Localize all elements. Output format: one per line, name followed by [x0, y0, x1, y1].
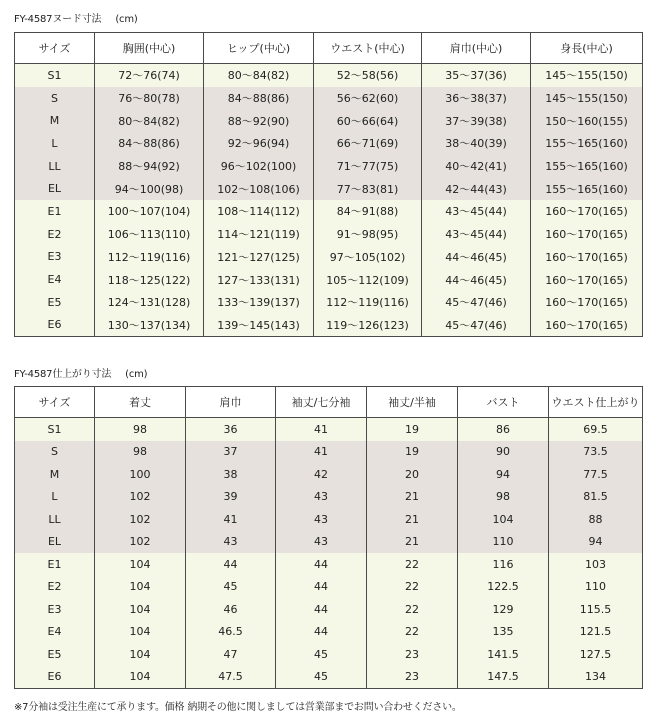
value-cell: 104 [95, 576, 186, 599]
value-cell: 103 [549, 553, 643, 576]
value-cell: 110 [549, 576, 643, 599]
column-header: 身長(中心) [531, 33, 643, 64]
value-cell: 77～83(81) [314, 177, 422, 200]
table-row [15, 576, 643, 599]
value-cell: 44～46(45) [422, 268, 531, 291]
value-cell: 44 [276, 598, 367, 621]
value-cell: 121.5 [549, 621, 643, 644]
value-cell: 77.5 [549, 463, 643, 486]
value-cell: 97～105(102) [314, 246, 422, 269]
value-cell: 71～77(75) [314, 155, 422, 178]
value-cell: 104 [95, 621, 186, 644]
value-cell: 110 [458, 531, 549, 554]
size-label-cell: E6 [15, 666, 95, 689]
table-row [15, 268, 643, 291]
value-cell: 72～76(74) [95, 64, 204, 87]
value-cell: 112～119(116) [314, 291, 422, 314]
value-cell: 84～88(86) [204, 87, 314, 110]
value-cell: 37～39(38) [422, 109, 531, 132]
value-cell: 81.5 [549, 486, 643, 509]
size-label-cell: M [15, 109, 95, 132]
column-header: サイズ [15, 33, 95, 64]
table-row [15, 223, 643, 246]
value-cell: 73.5 [549, 441, 643, 464]
value-cell: 98 [95, 418, 186, 441]
value-cell: 104 [95, 666, 186, 689]
value-cell: 127～133(131) [204, 268, 314, 291]
value-cell: 115.5 [549, 598, 643, 621]
value-cell: 43 [276, 531, 367, 554]
table-row [15, 109, 643, 132]
size-label-cell: S1 [15, 64, 95, 87]
table-row [15, 441, 643, 464]
value-cell: 52～58(56) [314, 64, 422, 87]
value-cell: 102 [95, 486, 186, 509]
value-cell: 130～137(134) [95, 314, 204, 337]
column-header: 肩巾(中心) [422, 33, 531, 64]
value-cell: 88 [549, 508, 643, 531]
value-cell: 124～131(128) [95, 291, 204, 314]
size-label-cell: E6 [15, 314, 95, 337]
value-cell: 42～44(43) [422, 177, 531, 200]
value-cell: 100～107(104) [95, 200, 204, 223]
value-cell: 44 [276, 553, 367, 576]
value-cell: 43 [276, 486, 367, 509]
table-header-row [15, 387, 643, 418]
value-cell: 45 [276, 666, 367, 689]
value-cell: 160～170(165) [531, 223, 643, 246]
column-header: ヒップ(中心) [204, 33, 314, 64]
size-label-cell: E1 [15, 553, 95, 576]
value-cell: 147.5 [458, 666, 549, 689]
value-cell: 44～46(45) [422, 246, 531, 269]
value-cell: 150～160(155) [531, 109, 643, 132]
value-cell: 94 [458, 463, 549, 486]
value-cell: 56～62(60) [314, 87, 422, 110]
value-cell: 105～112(109) [314, 268, 422, 291]
value-cell: 114～121(119) [204, 223, 314, 246]
value-cell: 21 [367, 508, 458, 531]
value-cell: 19 [367, 418, 458, 441]
value-cell: 84～88(86) [95, 132, 204, 155]
value-cell: 104 [458, 508, 549, 531]
size-label-cell: E4 [15, 268, 95, 291]
nude-size-title: FY-4587ヌード寸法 [14, 14, 102, 25]
value-cell: 92～96(94) [204, 132, 314, 155]
value-cell: 100 [95, 463, 186, 486]
value-cell: 44 [276, 621, 367, 644]
value-cell: 43～45(44) [422, 200, 531, 223]
value-cell: 94～100(98) [95, 177, 204, 200]
value-cell: 60～66(64) [314, 109, 422, 132]
table-row [15, 132, 643, 155]
value-cell: 76～80(78) [95, 87, 204, 110]
value-cell: 39 [186, 486, 276, 509]
size-label-cell: E3 [15, 598, 95, 621]
size-label-cell: S1 [15, 418, 95, 441]
value-cell: 118～125(122) [95, 268, 204, 291]
value-cell: 88～92(90) [204, 109, 314, 132]
value-cell: 40～42(41) [422, 155, 531, 178]
value-cell: 135 [458, 621, 549, 644]
value-cell: 122.5 [458, 576, 549, 599]
value-cell: 43～45(44) [422, 223, 531, 246]
value-cell: 42 [276, 463, 367, 486]
value-cell: 91～98(95) [314, 223, 422, 246]
value-cell: 155～165(160) [531, 155, 643, 178]
table-row [15, 418, 643, 441]
column-header: 胸囲(中心) [95, 33, 204, 64]
value-cell: 21 [367, 486, 458, 509]
value-cell: 19 [367, 441, 458, 464]
value-cell: 45 [276, 643, 367, 666]
finished-size-title: FY-4587仕上がり寸法 [14, 369, 112, 380]
column-header: ウエスト仕上がり [549, 387, 643, 418]
value-cell: 35～37(36) [422, 64, 531, 87]
nude-size-table [14, 32, 643, 337]
value-cell: 104 [95, 643, 186, 666]
value-cell: 133～139(137) [204, 291, 314, 314]
value-cell: 45～47(46) [422, 314, 531, 337]
value-cell: 22 [367, 621, 458, 644]
size-label-cell: E4 [15, 621, 95, 644]
size-label-cell: M [15, 463, 95, 486]
table-row [15, 291, 643, 314]
value-cell: 22 [367, 576, 458, 599]
finished-size-caption [14, 365, 147, 380]
table-row [15, 666, 643, 689]
value-cell: 98 [458, 486, 549, 509]
nude-size-unit: (cm) [115, 14, 138, 25]
value-cell: 90 [458, 441, 549, 464]
finished-size-table [14, 386, 643, 689]
value-cell: 69.5 [549, 418, 643, 441]
value-cell: 155～165(160) [531, 132, 643, 155]
value-cell: 134 [549, 666, 643, 689]
size-label-cell: L [15, 132, 95, 155]
size-label-cell: E2 [15, 223, 95, 246]
value-cell: 22 [367, 553, 458, 576]
size-label-cell: E5 [15, 291, 95, 314]
value-cell: 41 [186, 508, 276, 531]
value-cell: 23 [367, 666, 458, 689]
value-cell: 41 [276, 441, 367, 464]
value-cell: 36 [186, 418, 276, 441]
value-cell: 127.5 [549, 643, 643, 666]
value-cell: 20 [367, 463, 458, 486]
size-label-cell: EL [15, 177, 95, 200]
size-label-cell: E2 [15, 576, 95, 599]
value-cell: 102 [95, 508, 186, 531]
value-cell: 44 [276, 576, 367, 599]
column-header: バスト [458, 387, 549, 418]
value-cell: 43 [276, 508, 367, 531]
table-row [15, 64, 643, 87]
value-cell: 88～94(92) [95, 155, 204, 178]
table-row [15, 155, 643, 178]
value-cell: 104 [95, 553, 186, 576]
size-label-cell: LL [15, 508, 95, 531]
value-cell: 160～170(165) [531, 268, 643, 291]
value-cell: 141.5 [458, 643, 549, 666]
value-cell: 160～170(165) [531, 200, 643, 223]
value-cell: 47.5 [186, 666, 276, 689]
value-cell: 121～127(125) [204, 246, 314, 269]
table-row [15, 463, 643, 486]
value-cell: 44 [186, 553, 276, 576]
finished-size-unit: (cm) [125, 369, 148, 380]
value-cell: 155～165(160) [531, 177, 643, 200]
size-label-cell: S [15, 441, 95, 464]
value-cell: 21 [367, 531, 458, 554]
value-cell: 47 [186, 643, 276, 666]
value-cell: 119～126(123) [314, 314, 422, 337]
size-label-cell: E3 [15, 246, 95, 269]
value-cell: 96～102(100) [204, 155, 314, 178]
nude-size-caption [14, 10, 138, 25]
column-header: 肩巾 [186, 387, 276, 418]
size-label-cell: LL [15, 155, 95, 178]
value-cell: 36～38(37) [422, 87, 531, 110]
table-row [15, 531, 643, 554]
value-cell: 116 [458, 553, 549, 576]
value-cell: 80～84(82) [95, 109, 204, 132]
value-cell: 41 [276, 418, 367, 441]
value-cell: 104 [95, 598, 186, 621]
column-header: 袖丈/半袖 [367, 387, 458, 418]
table-row [15, 598, 643, 621]
size-label-cell: E1 [15, 200, 95, 223]
table-row [15, 87, 643, 110]
value-cell: 160～170(165) [531, 246, 643, 269]
value-cell: 22 [367, 598, 458, 621]
column-header: 着丈 [95, 387, 186, 418]
value-cell: 102 [95, 531, 186, 554]
size-label-cell: EL [15, 531, 95, 554]
value-cell: 66～71(69) [314, 132, 422, 155]
value-cell: 86 [458, 418, 549, 441]
value-cell: 145～155(150) [531, 64, 643, 87]
table-row [15, 508, 643, 531]
value-cell: 80～84(82) [204, 64, 314, 87]
value-cell: 94 [549, 531, 643, 554]
column-header: ウエスト(中心) [314, 33, 422, 64]
footnote: ※7分袖は受注生産にて承ります。価格 納期その他に関しましては営業部までお問い合わせください。 [14, 702, 462, 713]
value-cell: 160～170(165) [531, 314, 643, 337]
value-cell: 38 [186, 463, 276, 486]
value-cell: 160～170(165) [531, 291, 643, 314]
value-cell: 46 [186, 598, 276, 621]
value-cell: 98 [95, 441, 186, 464]
value-cell: 139～145(143) [204, 314, 314, 337]
value-cell: 112～119(116) [95, 246, 204, 269]
value-cell: 129 [458, 598, 549, 621]
column-header: 袖丈/七分袖 [276, 387, 367, 418]
size-label-cell: E5 [15, 643, 95, 666]
table-row [15, 553, 643, 576]
table-row [15, 314, 643, 337]
table-row [15, 200, 643, 223]
value-cell: 84～91(88) [314, 200, 422, 223]
value-cell: 106～113(110) [95, 223, 204, 246]
value-cell: 23 [367, 643, 458, 666]
size-label-cell: S [15, 87, 95, 110]
column-header: サイズ [15, 387, 95, 418]
value-cell: 43 [186, 531, 276, 554]
value-cell: 37 [186, 441, 276, 464]
size-label-cell: L [15, 486, 95, 509]
table-row [15, 177, 643, 200]
table-row [15, 643, 643, 666]
value-cell: 45 [186, 576, 276, 599]
table-row [15, 246, 643, 269]
value-cell: 108～114(112) [204, 200, 314, 223]
value-cell: 102～108(106) [204, 177, 314, 200]
value-cell: 145～155(150) [531, 87, 643, 110]
value-cell: 45～47(46) [422, 291, 531, 314]
table-row [15, 486, 643, 509]
value-cell: 38～40(39) [422, 132, 531, 155]
value-cell: 46.5 [186, 621, 276, 644]
table-header-row [15, 33, 643, 64]
table-row [15, 621, 643, 644]
